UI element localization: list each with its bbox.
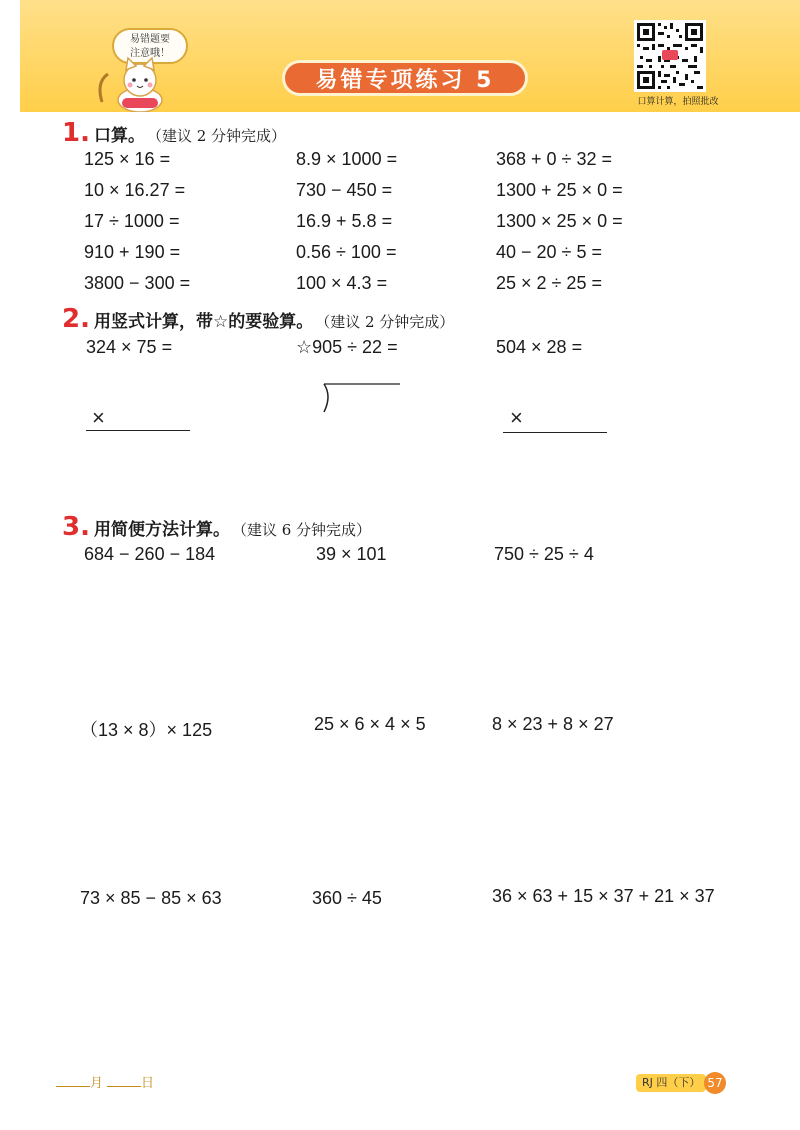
- bubble-line-2: 注意哦！: [130, 48, 170, 59]
- section-1-hint: （建议 2 分钟完成）: [146, 127, 287, 145]
- month-label: 月: [90, 1076, 104, 1091]
- cat-mascot-icon: [96, 52, 176, 112]
- oral-problem: 8.9 × 1000 =: [296, 149, 398, 169]
- simplify-problem: 750 ÷ 25 ÷ 4: [494, 544, 594, 564]
- simplify-problem: 73 × 85 − 85 × 63: [80, 888, 222, 908]
- oral-problem: 3800 − 300 =: [84, 273, 191, 293]
- oral-problem: 40 − 20 ÷ 5 =: [496, 242, 602, 262]
- header-edge: [0, 0, 20, 112]
- oral-problem: 17 ÷ 1000 =: [84, 211, 180, 231]
- simplify-problem: 39 × 101: [316, 544, 387, 564]
- section-1-heading: [62, 118, 286, 148]
- vertical-problem: 324 × 75 =: [86, 337, 173, 357]
- day-blank[interactable]: [107, 1086, 141, 1087]
- section-3-heading: [62, 512, 371, 542]
- qr-caption: 口算计算，拍照批改: [637, 97, 719, 107]
- oral-problem: 1300 + 25 × 0 =: [496, 180, 623, 200]
- simplify-problem: 8 × 23 + 8 × 27: [492, 714, 614, 734]
- bubble-line-1: 易错题要: [130, 34, 170, 45]
- vertical-problem: 504 × 28 =: [496, 337, 583, 357]
- section-3-title: 用简便方法计算。: [93, 520, 230, 540]
- section-2-heading: [62, 304, 454, 334]
- vertical-problem-starred: ☆905 ÷ 22 =: [296, 337, 398, 357]
- simplify-problem: 36 × 63 + 15 × 37 + 21 × 37: [492, 886, 715, 906]
- section-2-title: 用竖式计算，带☆的要验算。: [93, 312, 314, 332]
- oral-problem: 125 × 16 =: [84, 149, 171, 169]
- month-blank[interactable]: [56, 1086, 90, 1087]
- multiply-sign: ×: [92, 405, 105, 430]
- page-title: 易错专项练习 5: [282, 60, 528, 96]
- page-header: [0, 0, 800, 112]
- day-label: 日: [141, 1076, 155, 1091]
- oral-problem: 16.9 + 5.8 =: [296, 211, 393, 231]
- oral-problem: 368 + 0 ÷ 32 =: [496, 149, 612, 169]
- multiply-sign: ×: [510, 405, 523, 430]
- answer-line: [503, 432, 607, 433]
- section-3-hint: （建议 6 分钟完成）: [231, 521, 372, 539]
- page-number: 57: [704, 1072, 726, 1094]
- oral-problem: 100 × 4.3 =: [296, 273, 388, 293]
- simplify-problem: 360 ÷ 45: [312, 888, 382, 908]
- oral-problem: 1300 × 25 × 0 =: [496, 211, 623, 231]
- section-1-title: 口算。: [93, 126, 145, 146]
- qr-code-icon[interactable]: [634, 20, 706, 92]
- section-2-hint: （建议 2 分钟完成）: [315, 313, 455, 331]
- oral-problem: 10 × 16.27 =: [84, 180, 186, 200]
- simplify-problem: 684 − 260 − 184: [84, 544, 216, 564]
- answer-line: [86, 430, 190, 431]
- simplify-problem: 25 × 6 × 4 × 5: [314, 714, 426, 734]
- oral-problem: 730 − 450 =: [296, 180, 393, 200]
- section-3-number: 3.: [62, 512, 90, 542]
- oral-problem: 910 + 190 =: [84, 242, 181, 262]
- simplify-problem: （13 × 8）× 125: [80, 720, 213, 740]
- oral-problem: 0.56 ÷ 100 =: [296, 242, 397, 262]
- long-division-bracket-icon: [318, 378, 402, 418]
- date-field[interactable]: [56, 1072, 154, 1091]
- oral-problem: 25 × 2 ÷ 25 =: [496, 273, 602, 293]
- section-2-number: 2.: [62, 304, 90, 334]
- section-1-number: 1.: [62, 118, 90, 148]
- grade-badge: RJ 四（下）: [636, 1074, 706, 1092]
